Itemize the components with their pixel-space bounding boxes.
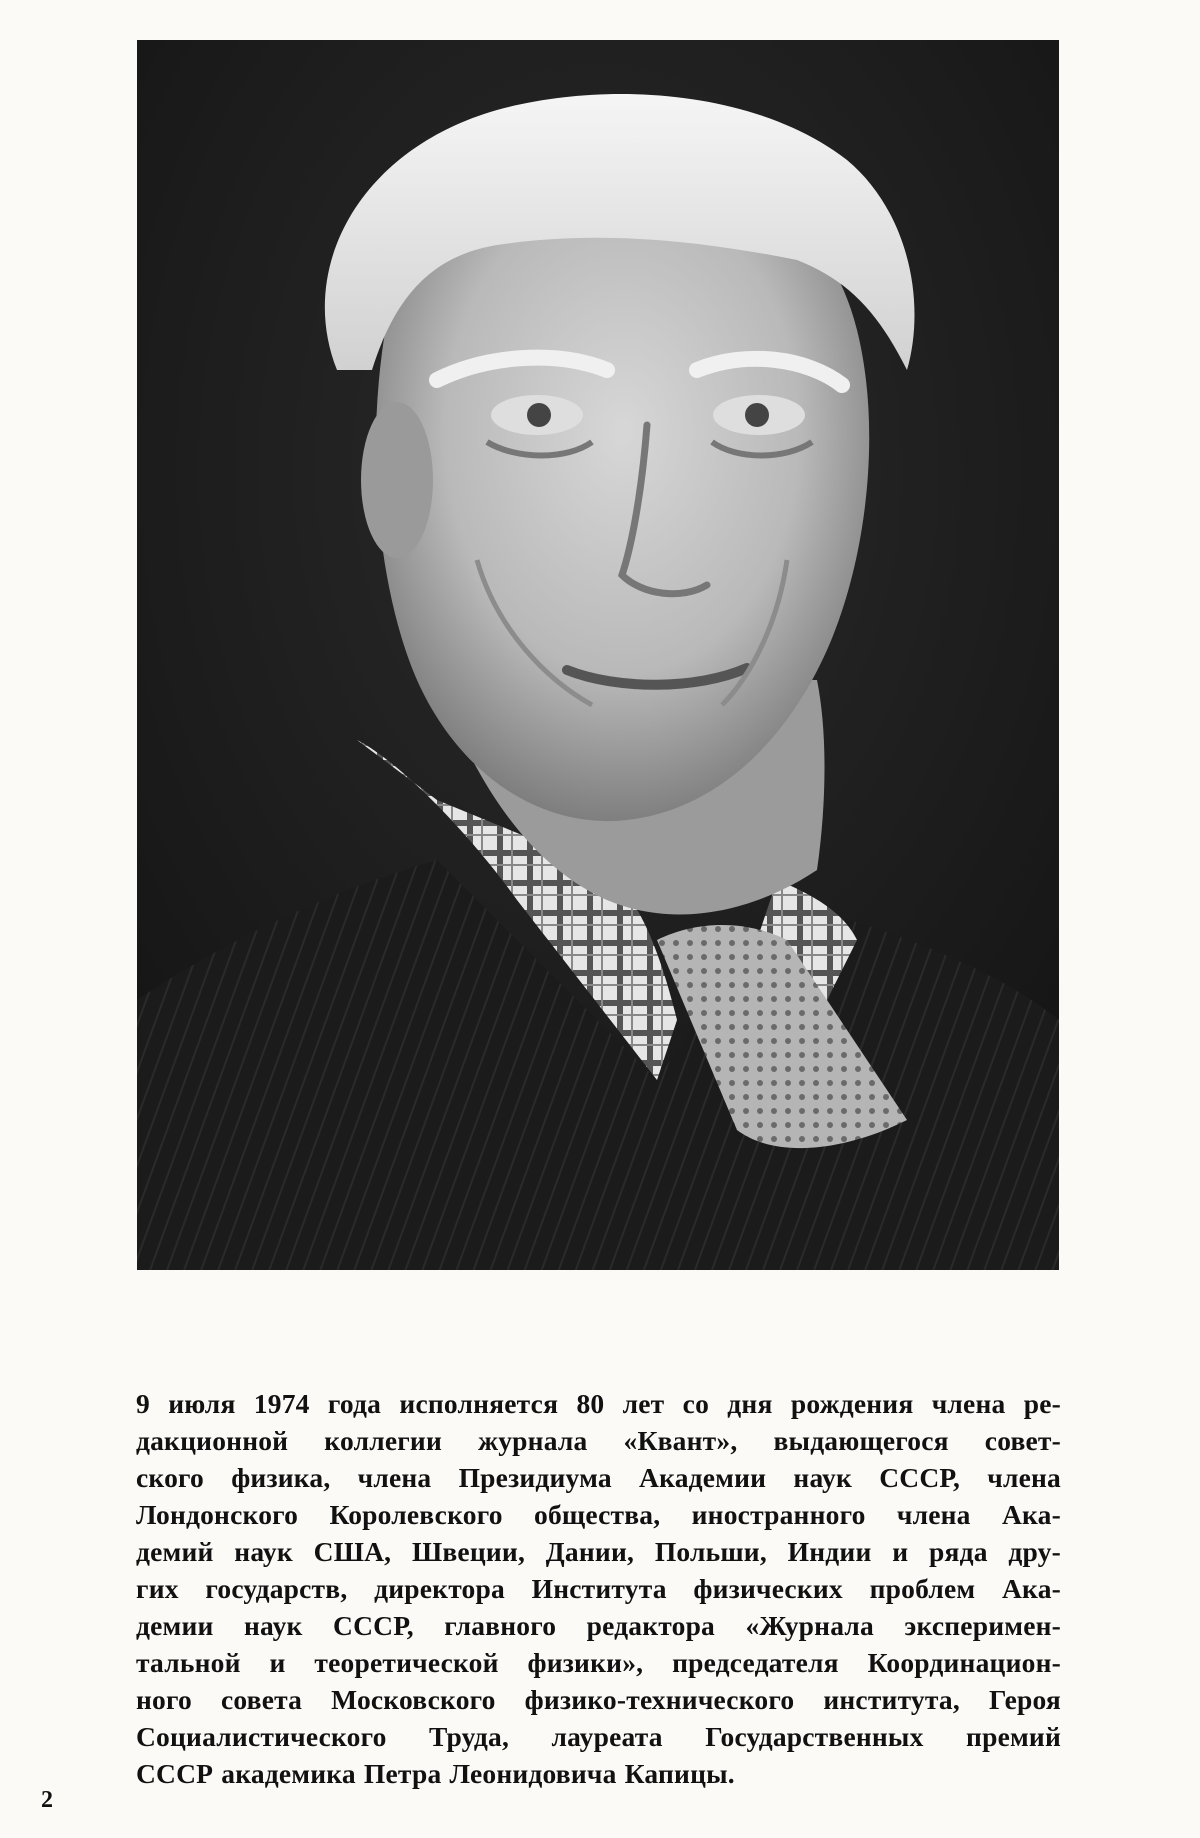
caption-line-2: дакционной коллегии журнала «Квант», выдающегося совет-: [136, 1425, 1061, 1456]
page-number: 2: [41, 1787, 53, 1813]
caption-line-6: гих государств, директора Института физических проблем Ака-: [136, 1573, 1061, 1604]
portrait-photograph: [137, 40, 1059, 1270]
caption-line-3: ского физика, члена Президиума Академии наук СССР, члена: [136, 1462, 1061, 1493]
caption-line-1: 9 июля 1974 года исполняется 80 лет со дня рождения члена ре-: [136, 1388, 1061, 1419]
caption-line-8: тальной и теоретической физики», председателя Координацион-: [136, 1647, 1061, 1678]
biographical-caption: [136, 1385, 1061, 1792]
portrait-illustration: [137, 40, 1059, 1270]
caption-line-9: ного совета Московского физико-технического института, Героя: [136, 1684, 1061, 1715]
caption-line-7: демии наук СССР, главного редактора «Журнала эксперимен-: [136, 1610, 1061, 1641]
caption-line-4: Лондонского Королевского общества, иностранного члена Ака-: [136, 1499, 1061, 1530]
caption-line-10: Социалистического Труда, лауреата Государственных премий: [136, 1721, 1061, 1752]
caption-line-5: демий наук США, Швеции, Дании, Польши, Индии и ряда дру-: [136, 1536, 1061, 1567]
caption-line-11: СССР академика Петра Леонидовича Капицы.: [136, 1758, 735, 1789]
